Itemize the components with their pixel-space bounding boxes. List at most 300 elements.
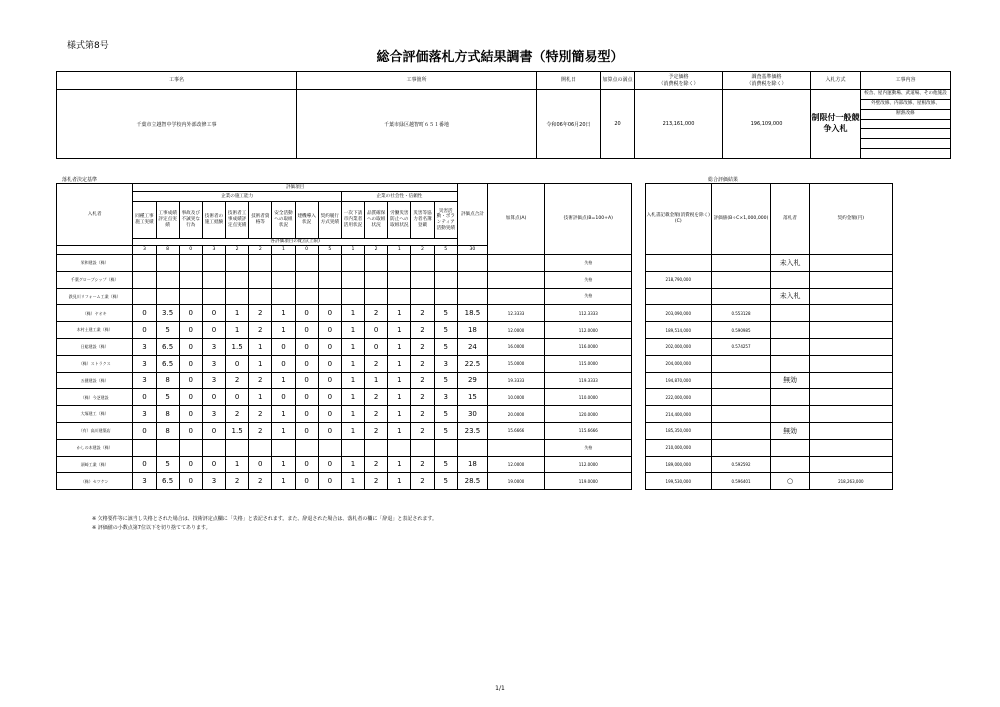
- score-cell: 0: [295, 338, 318, 355]
- criterion-name: 災害活動・ボランティア活動実績: [434, 202, 457, 239]
- bid-amount-cell: 185,350,000: [646, 422, 711, 439]
- score-cell: 0: [365, 322, 388, 339]
- header-min-price: [723, 72, 811, 90]
- score-cell: [434, 255, 457, 272]
- contract-amount-cell: [809, 422, 892, 439]
- score-cell: 0: [318, 456, 341, 473]
- total-cell: 18: [457, 322, 487, 339]
- score-cell: 2: [365, 422, 388, 439]
- criterion-max: 2: [226, 246, 249, 255]
- project-basic-score: 20: [601, 90, 635, 159]
- winner-cell: [771, 389, 809, 406]
- score-cell: 0: [318, 322, 341, 339]
- score-cell: 0: [295, 406, 318, 423]
- eval-value-cell: 0.590985: [711, 322, 771, 339]
- score-cell: 3: [133, 338, 156, 355]
- header-eval-total: 評価点合計: [457, 184, 487, 246]
- score-cell: 0: [179, 456, 202, 473]
- project-summary-table: [56, 71, 951, 159]
- project-min-price: 196,109,000: [723, 90, 811, 159]
- header-bidder: 入札者: [57, 184, 133, 246]
- score-cell: 0: [272, 338, 295, 355]
- score-cell: 1: [365, 372, 388, 389]
- score-cell: 1: [249, 338, 272, 355]
- score-cell: 6.5: [156, 338, 179, 355]
- gap-cell: [632, 322, 646, 339]
- score-cell: 1.5: [226, 422, 249, 439]
- criterion-max: 8: [156, 246, 179, 255]
- score-cell: 2: [365, 305, 388, 322]
- gap-column: [632, 184, 646, 255]
- tech-score-cell: 失格: [545, 288, 632, 305]
- bidder-name: 栄和建設（株）: [57, 255, 133, 272]
- score-cell: 5: [434, 406, 457, 423]
- total-cell: 29: [457, 372, 487, 389]
- score-cell: 5: [434, 372, 457, 389]
- score-cell: 0: [226, 389, 249, 406]
- bidder-name: （株）セツケン: [57, 473, 133, 490]
- score-cell: 2: [365, 473, 388, 490]
- score-cell: 3: [434, 389, 457, 406]
- score-cell: [249, 271, 272, 288]
- note-line: ※ 欠格要件等に該当し失格とされた場合は、技術評定点欄に「失格」と表記されます。また、辞退された場合は、落札者の欄に「辞退」と表記されます。: [92, 516, 437, 522]
- eval-value-cell: [711, 255, 771, 272]
- max-points-blank: [57, 246, 133, 255]
- bidder-name: 鉄見川リフォーム工業（株）: [57, 288, 133, 305]
- score-cell: 0: [318, 473, 341, 490]
- gap-cell: [632, 439, 646, 456]
- score-cell: 3: [202, 406, 225, 423]
- score-cell: [341, 288, 364, 305]
- score-cell: 0: [179, 422, 202, 439]
- score-cell: [202, 288, 225, 305]
- gap-cell: [632, 338, 646, 355]
- bidder-name: 木村土建工業（株）: [57, 322, 133, 339]
- criterion-name: 一次下請市内業者活用状況: [341, 202, 364, 239]
- score-cell: 3: [133, 372, 156, 389]
- criterion-max: 2: [249, 246, 272, 255]
- planned-price-note: （消費税を除く）: [658, 80, 699, 87]
- score-cell: [318, 288, 341, 305]
- score-cell: 0: [272, 389, 295, 406]
- score-cell: 1: [388, 456, 411, 473]
- score-cell: 3: [202, 338, 225, 355]
- score-cell: [318, 439, 341, 456]
- score-cell: 0: [133, 389, 156, 406]
- score-cell: [341, 271, 364, 288]
- criterion-name: 災害等協力者名簿登載: [411, 202, 434, 239]
- score-cell: 0: [249, 456, 272, 473]
- score-cell: 2: [249, 372, 272, 389]
- criterion-name: 労働災害防止への取組状況: [388, 202, 411, 239]
- tech-score-cell: 110.0000: [545, 389, 632, 406]
- score-cell: [156, 439, 179, 456]
- decision-basis-label: 落札者決定基準: [62, 177, 98, 183]
- tech-score-cell: 失格: [545, 439, 632, 456]
- score-cell: 6.5: [156, 355, 179, 372]
- winner-cell: [771, 322, 809, 339]
- total-cell: 18.5: [457, 305, 487, 322]
- score-cell: [272, 288, 295, 305]
- score-cell: 1: [341, 406, 364, 423]
- score-cell: 0: [318, 372, 341, 389]
- header-bid-method: 入札方式: [811, 72, 861, 90]
- score-cell: 1: [272, 322, 295, 339]
- score-cell: 1.5: [226, 338, 249, 355]
- score-cell: 0: [295, 456, 318, 473]
- score-cell: 2: [249, 406, 272, 423]
- score-cell: 1: [388, 406, 411, 423]
- score-cell: 2: [365, 389, 388, 406]
- project-contents: [861, 90, 951, 159]
- tech-score-cell: 失格: [545, 271, 632, 288]
- project-name: 千葉市立越智中学校内外部改修工事: [57, 90, 297, 159]
- score-cell: 5: [434, 322, 457, 339]
- winner-cell: 無効: [771, 372, 809, 389]
- score-cell: 1: [341, 305, 364, 322]
- score-cell: [411, 271, 434, 288]
- notes: [92, 515, 437, 533]
- score-cell: [434, 439, 457, 456]
- score-cell: 2: [365, 406, 388, 423]
- form-number: 様式第8号: [67, 41, 109, 51]
- score-cell: 0: [133, 322, 156, 339]
- score-cell: 2: [365, 355, 388, 372]
- score-cell: 0: [318, 305, 341, 322]
- added-score-cell: 12.3333: [487, 305, 544, 322]
- eval-value-cell: 0.596401: [711, 473, 771, 490]
- score-cell: 2: [411, 456, 434, 473]
- score-cell: 3: [133, 355, 156, 372]
- bidder-name: 須崎工業（株）: [57, 456, 133, 473]
- eval-value-cell: [711, 271, 771, 288]
- score-cell: 0: [202, 422, 225, 439]
- score-cell: 8: [156, 406, 179, 423]
- score-cell: [411, 288, 434, 305]
- contents-line: [861, 139, 950, 149]
- score-cell: 5: [156, 456, 179, 473]
- bid-amount-cell: 194,870,000: [646, 372, 711, 389]
- bid-amount-cell: 189,514,000: [646, 322, 711, 339]
- winner-cell: [771, 439, 809, 456]
- bidder-name: （株）ヤオキ: [57, 305, 133, 322]
- score-cell: 0: [295, 473, 318, 490]
- score-cell: 1: [272, 406, 295, 423]
- bid-amount-cell: 203,090,000: [646, 305, 711, 322]
- criterion-max: 1: [341, 246, 364, 255]
- project-bid-method: 制限付一般競争入札: [811, 90, 861, 159]
- score-cell: 2: [249, 322, 272, 339]
- min-price-note: （消費税を除く）: [746, 80, 787, 87]
- total-cell: [457, 255, 487, 272]
- score-cell: [341, 439, 364, 456]
- score-cell: 0: [318, 389, 341, 406]
- criterion-max: 2: [365, 246, 388, 255]
- winner-cell: 未入札: [771, 255, 809, 272]
- criterion-max: 0: [295, 246, 318, 255]
- score-cell: [272, 255, 295, 272]
- header-bid-amount: 入札書記載金額(消費税を除く)(C): [646, 184, 711, 255]
- score-cell: [411, 255, 434, 272]
- score-cell: 0: [202, 389, 225, 406]
- table-row: [57, 406, 893, 423]
- score-cell: 1: [341, 322, 364, 339]
- score-cell: 1: [388, 305, 411, 322]
- score-cell: [411, 439, 434, 456]
- criterion-name: 技術者の施工経験: [202, 202, 225, 239]
- header-project-name: 工事名: [57, 72, 297, 90]
- winner-cell: [771, 338, 809, 355]
- max-total: 30: [457, 246, 487, 255]
- score-cell: 1: [272, 305, 295, 322]
- score-cell: 1: [272, 456, 295, 473]
- bidder-name: 五健建設（株）: [57, 372, 133, 389]
- header-project-location: 工事箇所: [297, 72, 537, 90]
- score-cell: 2: [411, 322, 434, 339]
- contents-line: [861, 129, 950, 139]
- score-cell: [226, 271, 249, 288]
- score-cell: 2: [226, 406, 249, 423]
- bidder-name: 大塚建工（株）: [57, 406, 133, 423]
- score-cell: 0: [295, 389, 318, 406]
- contract-amount-cell: 218,263,000: [809, 473, 892, 490]
- tech-score-cell: 112.0000: [545, 322, 632, 339]
- score-cell: 0: [179, 305, 202, 322]
- score-cell: [318, 255, 341, 272]
- added-score-cell: 19.0000: [487, 473, 544, 490]
- score-cell: 1: [388, 372, 411, 389]
- eval-value-cell: [711, 406, 771, 423]
- header-winner: 落札者: [771, 184, 809, 255]
- winner-cell: [771, 355, 809, 372]
- score-cell: 6.5: [156, 473, 179, 490]
- score-cell: 1: [341, 355, 364, 372]
- contract-amount-cell: [809, 456, 892, 473]
- score-cell: 0: [133, 456, 156, 473]
- total-cell: 15: [457, 389, 487, 406]
- score-cell: 0: [295, 305, 318, 322]
- score-cell: 2: [249, 305, 272, 322]
- score-cell: 0: [133, 422, 156, 439]
- score-cell: 2: [411, 355, 434, 372]
- score-cell: 0: [202, 305, 225, 322]
- added-score-cell: [487, 271, 544, 288]
- added-score-cell: 20.0000: [487, 406, 544, 423]
- score-cell: 0: [179, 355, 202, 372]
- tech-score-cell: 119.3333: [545, 372, 632, 389]
- score-cell: 2: [226, 372, 249, 389]
- total-cell: 23.5: [457, 422, 487, 439]
- table-row: [57, 305, 893, 322]
- score-cell: 0: [179, 406, 202, 423]
- added-score-cell: [487, 255, 544, 272]
- score-cell: 2: [365, 456, 388, 473]
- score-cell: 0: [295, 322, 318, 339]
- score-cell: 5: [156, 389, 179, 406]
- score-cell: [388, 439, 411, 456]
- criterion-name: 事故及び不誠実な行為: [179, 202, 202, 239]
- gap-cell: [632, 456, 646, 473]
- score-cell: [202, 255, 225, 272]
- score-cell: 8: [156, 422, 179, 439]
- table-row: [57, 439, 893, 456]
- score-cell: [365, 439, 388, 456]
- score-cell: 1: [388, 422, 411, 439]
- tech-score-cell: 116.0000: [545, 338, 632, 355]
- contract-amount-cell: [809, 439, 892, 456]
- score-cell: 0: [202, 456, 225, 473]
- contents-line: [861, 120, 950, 130]
- header-contents: 工事内容: [861, 72, 951, 90]
- tech-score-cell: 112.3333: [545, 305, 632, 322]
- header-social-reliability: 企業の社会性・信頼性: [341, 192, 457, 202]
- eval-value-cell: [711, 389, 771, 406]
- added-score-cell: 15.6666: [487, 422, 544, 439]
- criterion-name: 技術者資格等: [249, 202, 272, 239]
- score-cell: [179, 439, 202, 456]
- header-bid-date: 開札日: [537, 72, 601, 90]
- score-cell: 1: [226, 322, 249, 339]
- score-cell: 3: [202, 355, 225, 372]
- header-added-score: 加算点(A): [487, 184, 544, 255]
- table-row: [57, 355, 893, 372]
- score-cell: 0: [318, 355, 341, 372]
- score-cell: [434, 271, 457, 288]
- bidder-name: 日総建設（株）: [57, 338, 133, 355]
- score-cell: 3: [133, 406, 156, 423]
- score-cell: [226, 439, 249, 456]
- total-cell: 24: [457, 338, 487, 355]
- min-price-label: 調査基準価格: [751, 74, 782, 80]
- score-cell: 2: [411, 473, 434, 490]
- score-cell: 8: [156, 372, 179, 389]
- table-row: [57, 456, 893, 473]
- project-location: 千葉市緑区越智町６５１番地: [297, 90, 537, 159]
- score-cell: 1: [249, 355, 272, 372]
- score-cell: 1: [341, 372, 364, 389]
- added-score-cell: 15.0000: [487, 355, 544, 372]
- criterion-max: 3: [202, 246, 225, 255]
- contract-amount-cell: [809, 389, 892, 406]
- score-cell: 0: [318, 406, 341, 423]
- score-cell: 0: [179, 322, 202, 339]
- score-cell: 0: [179, 473, 202, 490]
- score-cell: 2: [411, 422, 434, 439]
- score-cell: 1: [388, 338, 411, 355]
- score-cell: [295, 271, 318, 288]
- score-cell: 5: [434, 456, 457, 473]
- gap-cell: [632, 406, 646, 423]
- bid-amount-cell: 222,000,000: [646, 389, 711, 406]
- criterion-max: 1: [388, 246, 411, 255]
- added-score-cell: [487, 288, 544, 305]
- table-row: [57, 255, 893, 272]
- score-cell: [179, 288, 202, 305]
- contents-line: [861, 149, 950, 158]
- bidder-name: （有）高川建築店: [57, 422, 133, 439]
- score-cell: 0: [179, 389, 202, 406]
- eval-value-cell: [711, 355, 771, 372]
- contract-amount-cell: [809, 305, 892, 322]
- score-cell: [272, 439, 295, 456]
- gap-cell: [632, 473, 646, 490]
- score-cell: [295, 439, 318, 456]
- score-cell: [202, 271, 225, 288]
- bid-amount-cell: [646, 255, 711, 272]
- score-cell: 1: [341, 389, 364, 406]
- score-cell: [388, 288, 411, 305]
- added-score-cell: 16.0000: [487, 338, 544, 355]
- score-cell: [434, 288, 457, 305]
- score-cell: 1: [272, 473, 295, 490]
- score-cell: [202, 439, 225, 456]
- table-row: [57, 389, 893, 406]
- header-planned-price: [635, 72, 723, 90]
- criterion-max: 3: [133, 246, 156, 255]
- bidder-name: （株）ストラクス: [57, 355, 133, 372]
- gap-cell: [632, 288, 646, 305]
- score-cell: 2: [226, 473, 249, 490]
- bid-amount-cell: 210,000,000: [646, 439, 711, 456]
- criterion-max: 5: [434, 246, 457, 255]
- score-cell: [133, 271, 156, 288]
- contract-amount-cell: [809, 355, 892, 372]
- bid-amount-cell: 199,530,000: [646, 473, 711, 490]
- table-row: [57, 338, 893, 355]
- added-score-cell: 10.0000: [487, 389, 544, 406]
- gap-cell: [632, 389, 646, 406]
- score-cell: 2: [411, 338, 434, 355]
- contents-line: 断熱改修: [861, 110, 950, 120]
- score-cell: 0: [179, 338, 202, 355]
- criterion-name: 品質確保への取組状況: [365, 202, 388, 239]
- score-cell: 0: [272, 355, 295, 372]
- criterion-max: 5: [318, 246, 341, 255]
- page-number: 1/1: [495, 685, 505, 692]
- score-cell: [249, 288, 272, 305]
- total-cell: 28.5: [457, 473, 487, 490]
- score-cell: 2: [411, 389, 434, 406]
- score-cell: 2: [411, 406, 434, 423]
- header-tech-score: 技術評価点(B=100+A): [545, 184, 632, 255]
- score-cell: 1: [341, 422, 364, 439]
- criterion-max: 0: [179, 246, 202, 255]
- max-points-caption: 各評価項目の配点(上限): [133, 239, 458, 246]
- score-cell: [295, 255, 318, 272]
- gap-cell: [632, 422, 646, 439]
- total-cell: [457, 288, 487, 305]
- bidder-name: （株）今芝建設: [57, 389, 133, 406]
- score-cell: [388, 271, 411, 288]
- score-cell: 1: [388, 473, 411, 490]
- score-cell: [318, 271, 341, 288]
- header-basic-score: 加算点の満点: [601, 72, 635, 90]
- gap-cell: [632, 305, 646, 322]
- score-cell: 1: [226, 456, 249, 473]
- score-cell: [249, 439, 272, 456]
- contract-amount-cell: [809, 338, 892, 355]
- score-cell: 1: [388, 389, 411, 406]
- score-cell: [365, 271, 388, 288]
- score-cell: [388, 255, 411, 272]
- score-cell: 1: [226, 305, 249, 322]
- score-cell: 3: [434, 355, 457, 372]
- score-cell: 0: [365, 338, 388, 355]
- eval-value-cell: [711, 439, 771, 456]
- tech-score-cell: 119.0000: [545, 473, 632, 490]
- header-eval-value: 評価値(B÷C×1,000,000): [711, 184, 771, 255]
- score-cell: [156, 255, 179, 272]
